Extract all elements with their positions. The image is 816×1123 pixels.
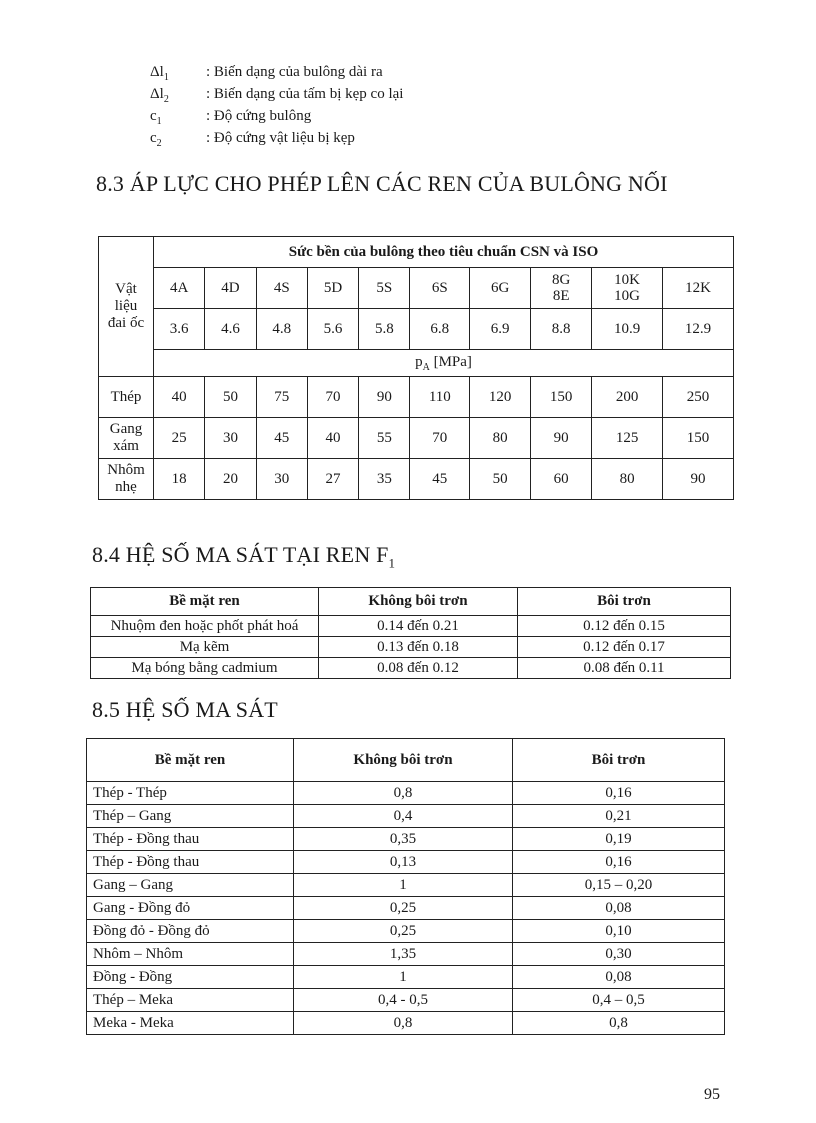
table-cell: Mạ kẽm [91,637,319,658]
table-cell: Thép - Đồng thau [87,828,294,851]
table-cell: 0.12 đến 0.17 [518,637,731,658]
pressure-cell: 40 [154,377,205,418]
table-cell: Meka - Meka [87,1012,294,1035]
table-cell: 0,8 [294,782,513,805]
pressure-cell: 250 [663,377,734,418]
table-cell: Thép – Gang [87,805,294,828]
table-cell: 0,16 [513,782,725,805]
grade-cell: 6S [410,268,470,309]
pressure-cell: 80 [592,459,663,500]
iso-grade-cell: 4.6 [205,309,256,350]
iso-grade-cell: 4.8 [256,309,307,350]
material-cell: Nhôm nhẹ [99,459,154,500]
table-row [87,851,725,874]
definition-text: : Độ cứng bulông [206,108,312,124]
pressure-cell: 60 [531,459,592,500]
table-cell: Thép – Meka [87,989,294,1012]
pressure-cell: 70 [410,418,470,459]
grade-cell: 4D [205,268,256,309]
definition-symbol: $c_1$ [150,108,162,127]
table-cell: 1 [294,874,513,897]
column-header: Bôi trơn [513,739,725,782]
bolt-thread-pressure-table [98,236,734,500]
grade-cell: 5D [307,268,358,309]
table-cell: 0.12 đến 0.15 [518,616,731,637]
table-cell: 0.08 đến 0.11 [518,658,731,679]
definitions-list [150,64,403,152]
strength-header: Sức bền của bulông theo tiêu chuẩn CSN và ISO [154,237,734,268]
table-row [87,828,725,851]
pressure-cell: 90 [663,459,734,500]
pressure-unit: $p_A$ [MPa] [154,350,734,377]
pressure-cell: 50 [470,459,531,500]
iso-grade-cell: 5.6 [307,309,358,350]
table-row [87,1012,725,1035]
column-header: Bôi trơn [518,588,731,616]
grade-row [99,268,734,309]
table-cell: Mạ bóng bằng cadmium [91,658,319,679]
pressure-cell: 30 [256,459,307,500]
table-cell: 1 [294,966,513,989]
table-row [87,943,725,966]
table-row [91,616,731,637]
pressure-cell: 45 [256,418,307,459]
table-row [87,805,725,828]
table-cell: Thép - Thép [87,782,294,805]
table-row [87,989,725,1012]
table-row [99,418,734,459]
table-cell: 0,08 [513,966,725,989]
pressure-cell: 110 [410,377,470,418]
pressure-cell: 90 [531,418,592,459]
grade-cell: 12K [663,268,734,309]
table-cell: Gang – Gang [87,874,294,897]
table-cell: 0,4 - 0,5 [294,989,513,1012]
iso-grade-cell: 5.8 [359,309,410,350]
pressure-cell: 20 [205,459,256,500]
table-row [91,637,731,658]
table-cell: 1,35 [294,943,513,966]
table-cell: 0,4 [294,805,513,828]
table-cell: 0,10 [513,920,725,943]
definition-symbol: $\Delta l_1$ [150,64,169,83]
pressure-cell: 80 [470,418,531,459]
table-cell: Nhôm – Nhôm [87,943,294,966]
pressure-cell: 90 [359,377,410,418]
definition-text: : Độ cứng vật liệu bị kẹp [206,130,355,146]
table-cell: 0,21 [513,805,725,828]
iso-grade-cell: 10.9 [592,309,663,350]
friction-coefficient-table [86,738,725,1035]
table-cell: 0,13 [294,851,513,874]
section-85-title: 8.5 HỆ SỐ MA SÁT [92,697,278,722]
table-cell: 0,19 [513,828,725,851]
pressure-cell: 27 [307,459,358,500]
column-header: Không bôi trơn [294,739,513,782]
pressure-cell: 200 [592,377,663,418]
definition-row [150,64,403,86]
grade-cell: 10K 10G [592,268,663,309]
table-cell: Đồng - Đồng [87,966,294,989]
iso-grade-cell: 12.9 [663,309,734,350]
pressure-cell: 55 [359,418,410,459]
material-cell: Thép [99,377,154,418]
table-row [87,874,725,897]
table-cell: 0,16 [513,851,725,874]
table-cell: 0.14 đến 0.21 [319,616,518,637]
grade-cell: 5S [359,268,410,309]
table-row [91,658,731,679]
table-cell: Thép - Đồng thau [87,851,294,874]
definition-symbol: $\Delta l_2$ [150,86,169,105]
table-cell: 0,8 [513,1012,725,1035]
definition-text: : Biến dạng của tấm bị kẹp co lại [206,86,404,102]
pressure-cell: 45 [410,459,470,500]
definition-row [150,108,403,130]
pressure-cell: 25 [154,418,205,459]
grade-cell: 4A [154,268,205,309]
table-row [99,377,734,418]
table-row [87,782,725,805]
definition-row [150,130,403,152]
column-header: Bề mặt ren [91,588,319,616]
table-cell: 0,4 – 0,5 [513,989,725,1012]
iso-grade-cell: 3.6 [154,309,205,350]
table-row [87,966,725,989]
grade-cell: 6G [470,268,531,309]
table-cell: Gang - Đồng đỏ [87,897,294,920]
pressure-cell: 50 [205,377,256,418]
table-cell: Đồng đỏ - Đồng đỏ [87,920,294,943]
pressure-cell: 150 [663,418,734,459]
material-cell: Gang xám [99,418,154,459]
table-cell: 0,25 [294,920,513,943]
pressure-cell: 70 [307,377,358,418]
table-cell: 0,35 [294,828,513,851]
column-header: Không bôi trơn [319,588,518,616]
table-cell: 0,08 [513,897,725,920]
table-row [87,897,725,920]
table-cell: 0.08 đến 0.12 [319,658,518,679]
definition-symbol: $c_2$ [150,130,162,149]
table-cell: 0,15 – 0,20 [513,874,725,897]
table-row [99,459,734,500]
pressure-cell: 75 [256,377,307,418]
pressure-cell: 30 [205,418,256,459]
pressure-cell: 40 [307,418,358,459]
definition-row [150,86,403,108]
iso-grade-cell: 6.9 [470,309,531,350]
table-cell: 0.13 đến 0.18 [319,637,518,658]
definition-text: : Biến dạng của bulông dài ra [206,64,383,80]
table-row [87,920,725,943]
pressure-cell: 120 [470,377,531,418]
material-header: Vật liệu đai ốc [99,237,154,377]
iso-grade-row [99,309,734,350]
iso-grade-cell: 8.8 [531,309,592,350]
section-84-title: 8.4 HỆ SỐ MA SÁT TẠI REN $F_1$ [92,542,396,571]
table-cell: 0,8 [294,1012,513,1035]
section-83-title: 8.3 ÁP LỰC CHO PHÉP LÊN CÁC REN CỦA BULÔNG NỐI [96,171,668,196]
grade-cell: 8G 8E [531,268,592,309]
table-cell: 0,30 [513,943,725,966]
table-cell: Nhuộm đen hoặc phốt phát hoá [91,616,319,637]
pressure-cell: 18 [154,459,205,500]
pressure-cell: 150 [531,377,592,418]
grade-cell: 4S [256,268,307,309]
page-number: 95 [704,1086,720,1103]
iso-grade-cell: 6.8 [410,309,470,350]
pressure-cell: 35 [359,459,410,500]
column-header: Bề mặt ren [87,739,294,782]
pressure-cell: 125 [592,418,663,459]
thread-friction-table [90,587,731,679]
table-cell: 0,25 [294,897,513,920]
